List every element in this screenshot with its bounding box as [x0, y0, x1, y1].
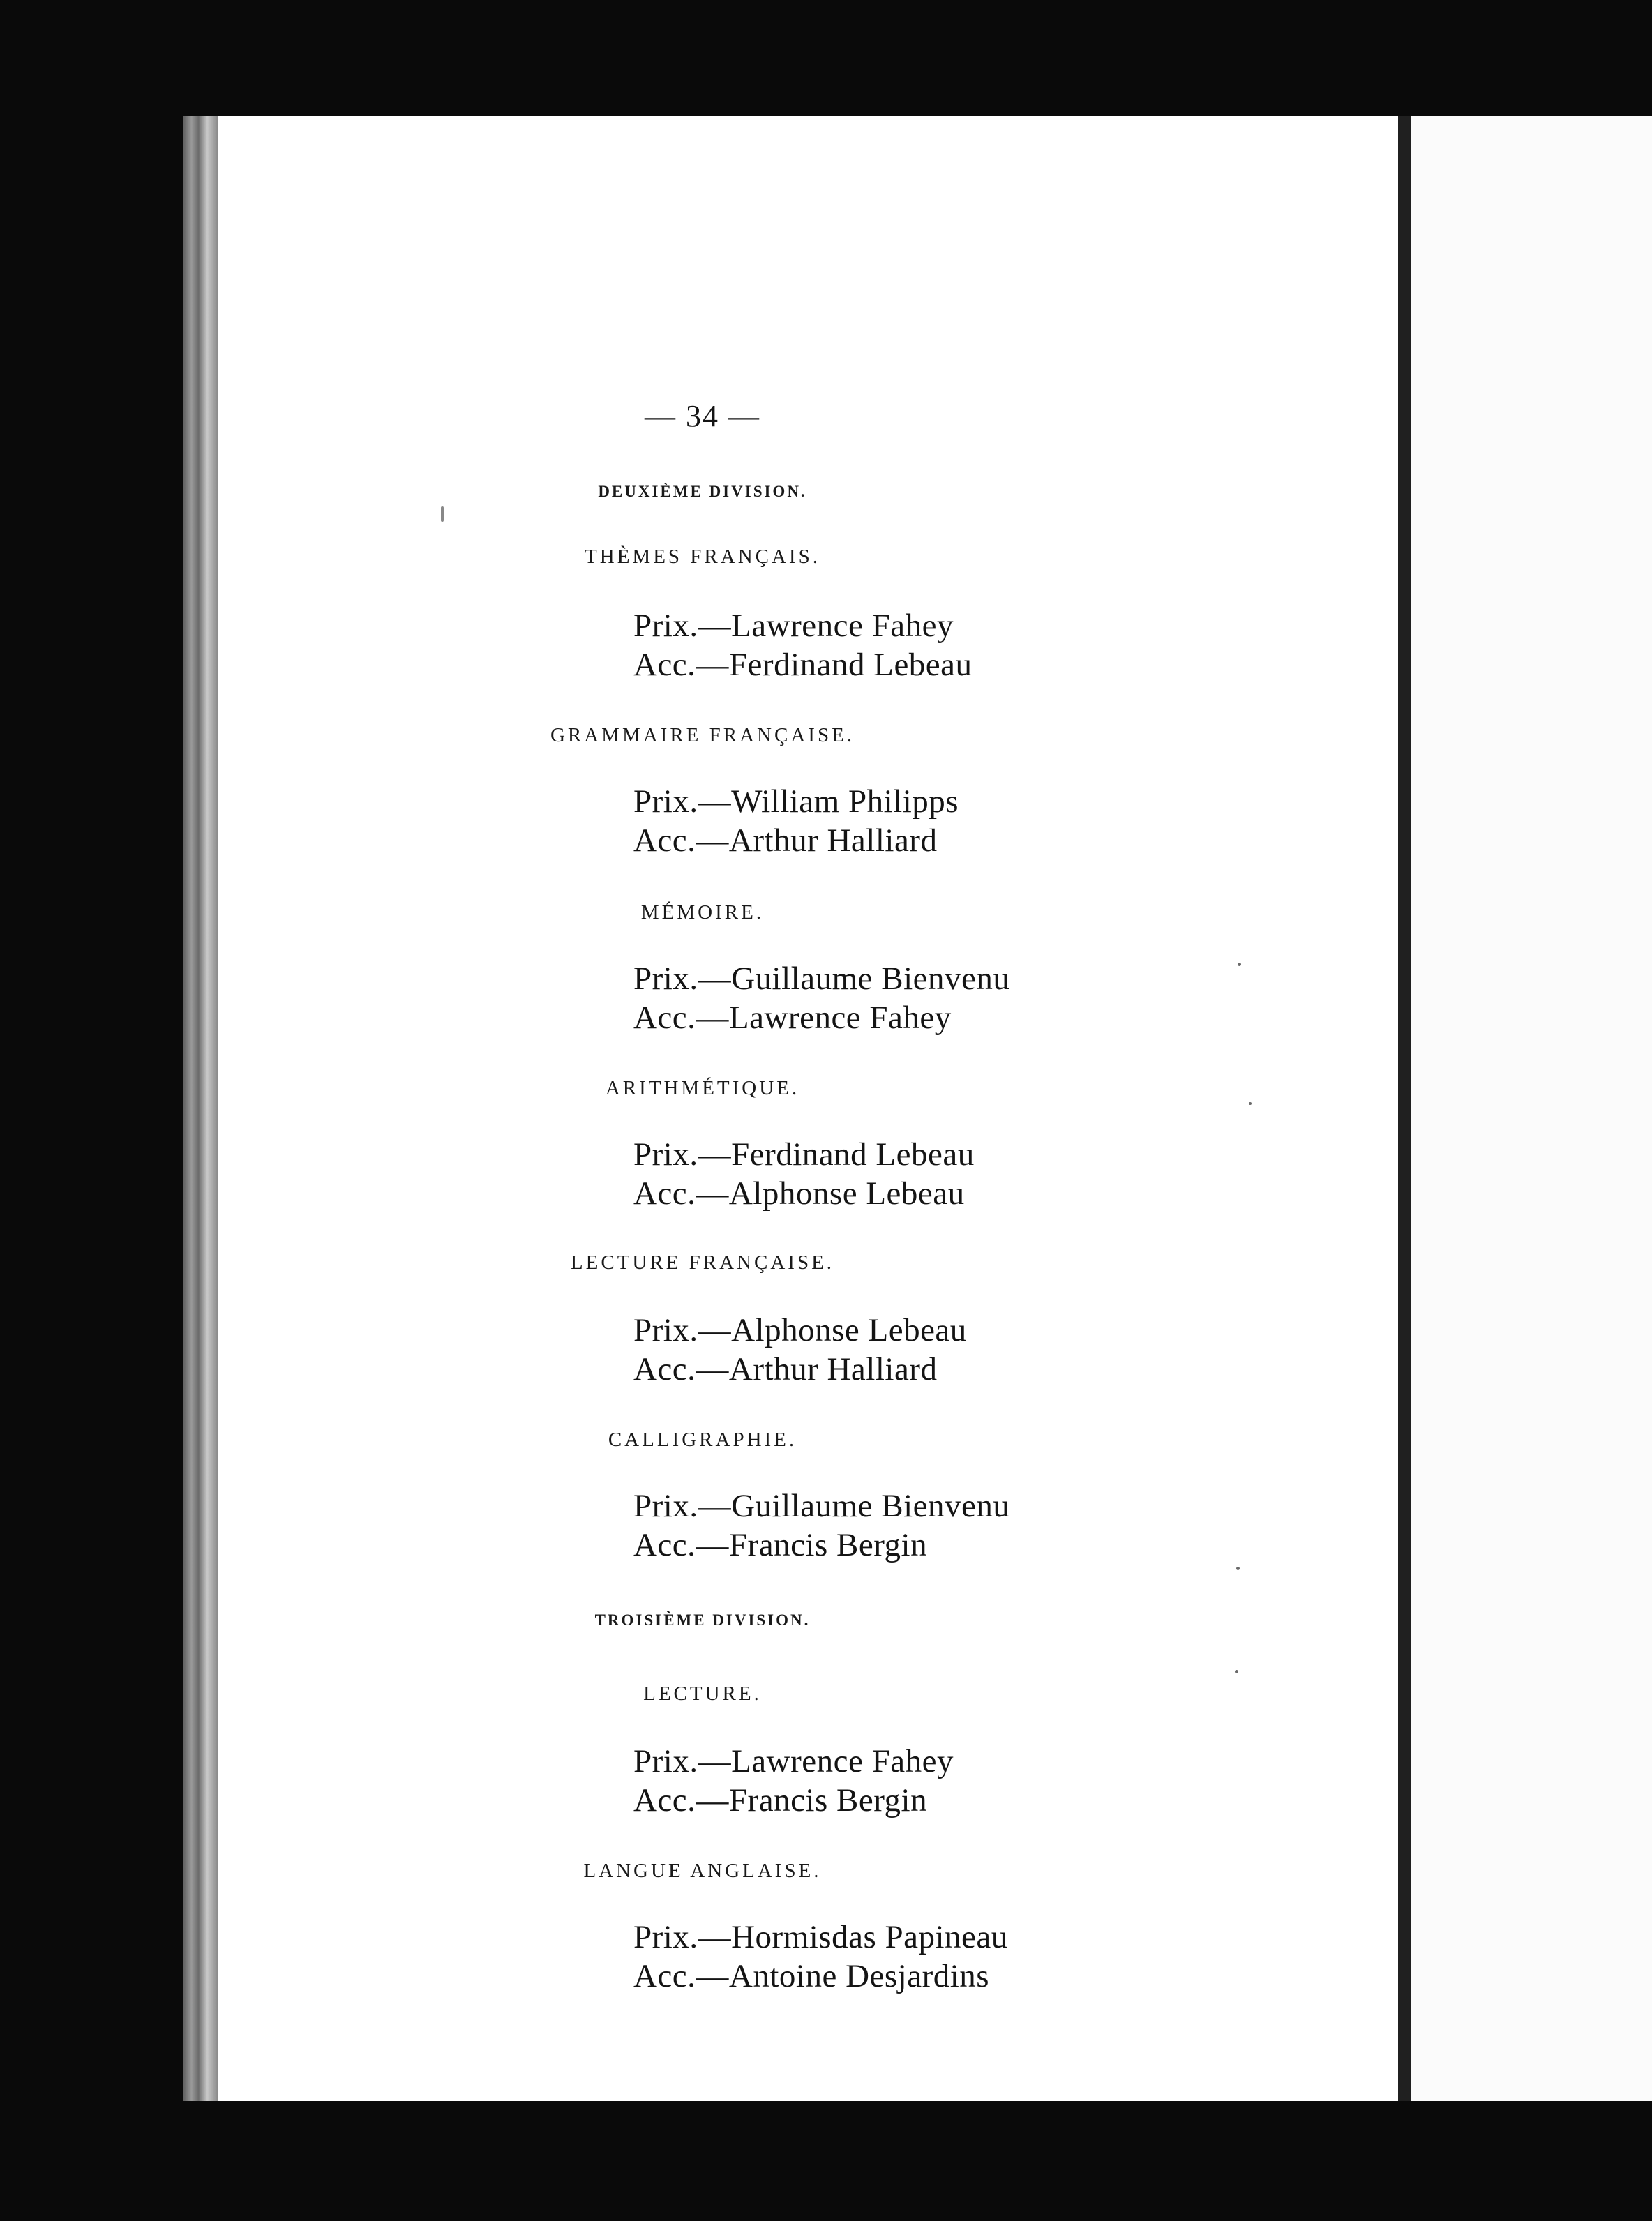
facing-page — [1411, 116, 1652, 2101]
section-heading: THÈMES FRANÇAIS. — [585, 545, 820, 568]
section-heading: ARITHMÉTIQUE. — [605, 1077, 800, 1099]
prize-entry: Prix.—Ferdinand Lebeau — [633, 1136, 975, 1173]
accessit-entry: Acc.—Alphonse Lebeau — [633, 1175, 965, 1212]
division-heading: TROISIÈME DIVISION. — [594, 1611, 811, 1629]
section-heading: GRAMMAIRE FRANÇAISE. — [550, 724, 855, 746]
accessit-entry: Acc.—Arthur Halliard — [633, 822, 938, 859]
page-number: — 34 — — [645, 399, 760, 433]
accessit-entry: Acc.—Antoine Desjardins — [633, 1958, 990, 1994]
section-heading: LECTURE FRANÇAISE. — [570, 1251, 835, 1274]
book-page — [218, 116, 1409, 2101]
prize-entry: Prix.—Lawrence Fahey — [633, 608, 954, 644]
page-edge — [183, 116, 218, 2101]
paper-speck — [1249, 1102, 1252, 1105]
accessit-entry: Acc.—Francis Bergin — [633, 1782, 928, 1819]
book-spine — [1398, 116, 1411, 2101]
paper-speck — [441, 506, 444, 522]
section-heading: MÉMOIRE. — [640, 901, 765, 924]
prize-entry: Prix.—Hormisdas Papineau — [633, 1919, 1008, 1955]
paper-speck — [1235, 1670, 1238, 1673]
accessit-entry: Acc.—Ferdinand Lebeau — [633, 647, 973, 683]
prize-entry: Prix.—Guillaume Bienvenu — [633, 961, 1010, 997]
prize-entry: Prix.—Guillaume Bienvenu — [633, 1488, 1010, 1524]
accessit-entry: Acc.—Arthur Halliard — [633, 1351, 938, 1387]
accessit-entry: Acc.—Francis Bergin — [633, 1527, 928, 1563]
division-heading: DEUXIÈME DIVISION. — [598, 483, 807, 500]
prize-entry: Prix.—William Philipps — [633, 783, 959, 820]
paper-speck — [1236, 1567, 1240, 1570]
prize-entry: Prix.—Alphonse Lebeau — [633, 1312, 967, 1348]
page-content — [218, 116, 1409, 2101]
section-heading: LECTURE. — [643, 1682, 762, 1705]
accessit-entry: Acc.—Lawrence Fahey — [633, 1000, 952, 1036]
paper-speck — [1238, 963, 1241, 966]
prize-entry: Prix.—Lawrence Fahey — [633, 1743, 954, 1779]
section-heading: CALLIGRAPHIE. — [608, 1429, 797, 1451]
section-heading: LANGUE ANGLAISE. — [583, 1860, 822, 1882]
